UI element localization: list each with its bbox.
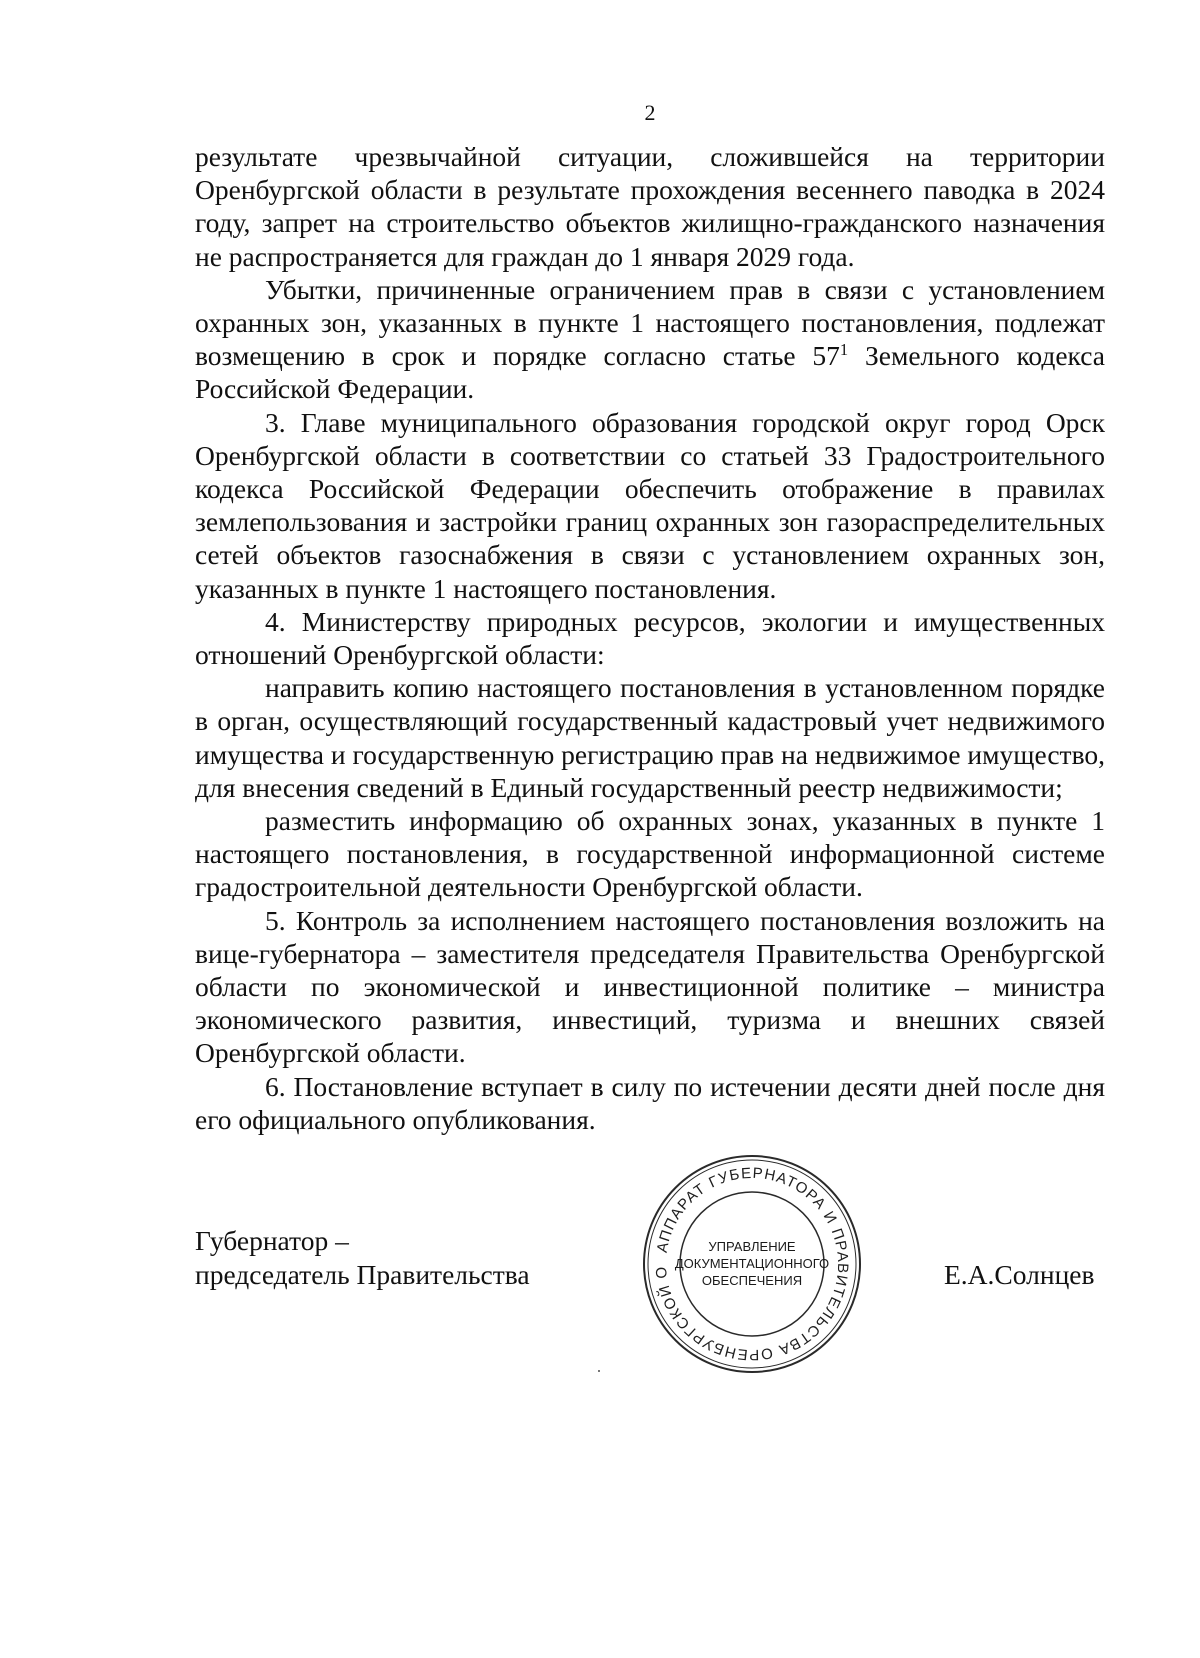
paragraph-item-6: 6. Постановление вступает в силу по истечении десяти дней после дня его официального опубликования. — [195, 1070, 1105, 1135]
official-stamp — [640, 1152, 864, 1376]
stamp-inner-line3: ОБЕСПЕЧЕНИЯ — [701, 1273, 803, 1288]
paragraph-item-4: 4. Министерству природных ресурсов, экологии и имущественных отношений Оренбургской области: — [195, 605, 1105, 671]
signatory-position-line1: Губернатор – — [195, 1225, 349, 1256]
stamp-outer-text: АППАРАТ ГУБЕРНАТОРА И ПРАВИТЕЛЬСТВА ОРЕНБУРГСКОЙ О — [652, 1164, 852, 1364]
stamp-inner-line1: УПРАВЛЕНИЕ — [708, 1239, 796, 1254]
paragraph-item-3: 3. Главе муниципального образования городской округ город Орск Оренбургской области в соответствии со статьей 33 Градостроительного кодекса Российской Федерации обеспечить отображение в правилах землепользования и застройки границ охранных зон газораспределительных сетей объектов газоснабжения в связи с установлением охранных зон, указанных в пункте 1 настоящего постановления. — [195, 406, 1105, 604]
paragraph-item-4-sub-2: разместить информацию об охранных зонах, указанных в пункте 1 настоящего постановления, в государственной информационной системе градостроительной деятельности Оренбургской области. — [195, 805, 1105, 903]
signatory-position-line2: председатель Правительства — [195, 1259, 530, 1290]
page-number: 2 — [644, 100, 656, 125]
stamp-inner-text — [640, 1238, 864, 1289]
paragraph-continuation: результате чрезвычайной ситуации, сложившейся на территории Оренбургской области в результате прохождения весеннего паводка в 2024 году, запрет на строительство объектов жилищно-гражданского назначения не распространяется для граждан до 1 января 2029 года. — [195, 141, 1105, 272]
article-superscript: 1 — [839, 340, 849, 360]
signatory-name: Е.А.Солнцев — [944, 1259, 1095, 1290]
scan-speck — [598, 1370, 600, 1372]
paragraph-losses-tail: Земельного кодекса Российской Федерации. — [195, 340, 1105, 405]
document-body — [195, 140, 1105, 1136]
signatory-position — [195, 1224, 530, 1292]
paragraph-item-4-sub-1: направить копию настоящего постановления в установленном порядке в орган, осуществляющий государственный кадастровый учет недвижимого имущества и государственную регистрацию прав на недвижимое имущество, для внесения сведений в Единый государственный реестр недвижимости; — [195, 672, 1105, 803]
stamp-inner-line2: ДОКУМЕНТАЦИОННОГО — [674, 1256, 830, 1271]
paragraph-losses — [195, 273, 1105, 406]
paragraph-item-5: 5. Контроль за исполнением настоящего постановления возложить на вице-губернатора – заместителя председателя Правительства Оренбургской области по экономической и инвестиционной политике – министра экономического развития, инвестиций, туризма и внешних связей Оренбургской области. — [195, 904, 1105, 1069]
paragraph-losses-text: Убытки, причиненные ограничением прав в связи с установлением охранных зон, указанных в пункте 1 настоящего постановления, подлежат возмещению в срок и порядке согласно статье 57 — [195, 273, 1105, 372]
